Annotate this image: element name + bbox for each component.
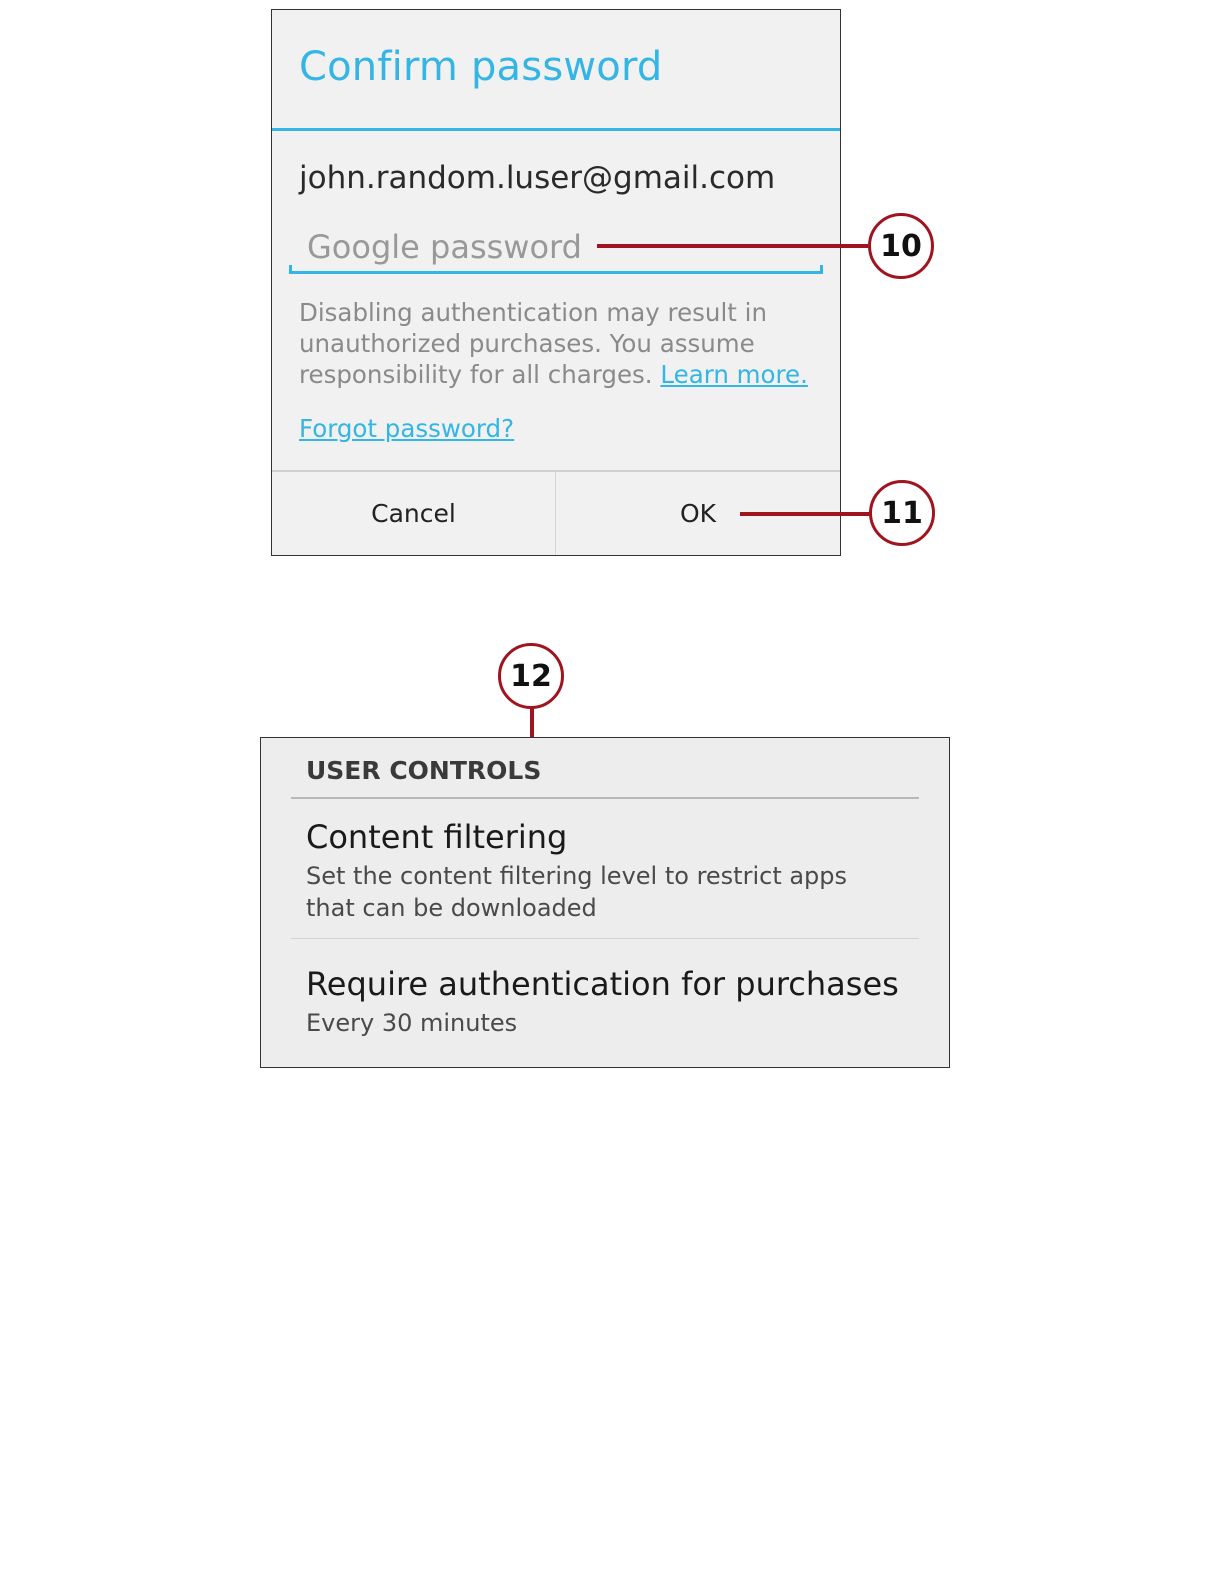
- warning-text: [299, 297, 819, 390]
- input-underline: [289, 271, 823, 274]
- input-underline-right-tick: [820, 265, 823, 274]
- input-underline-left-tick: [289, 265, 292, 274]
- title-divider: [272, 128, 840, 131]
- callout-10-leader: [597, 244, 869, 248]
- ok-button[interactable]: OK: [679, 499, 717, 528]
- callout-11-leader: [740, 512, 870, 516]
- learn-more-link[interactable]: Learn more.: [660, 360, 808, 389]
- setting-summary: Set the content filtering level to restrict apps that can be downloaded: [306, 862, 848, 922]
- callout-10: 10: [868, 213, 934, 279]
- confirm-password-dialog: [271, 9, 841, 556]
- user-controls-panel: [260, 737, 950, 1068]
- content-filtering-setting[interactable]: [306, 818, 916, 924]
- setting-title: Require authentication for purchases: [306, 965, 899, 1003]
- require-authentication-setting[interactable]: [306, 965, 916, 1039]
- password-placeholder: Google password: [307, 228, 582, 266]
- warning-message: Disabling authentication may result in unauthorized purchases. You assume responsibility for all charges.: [299, 298, 767, 389]
- setting-title: Content filtering: [306, 818, 568, 856]
- row-divider: [291, 938, 919, 939]
- cancel-button[interactable]: Cancel: [272, 472, 556, 555]
- section-header: USER CONTROLS: [306, 756, 542, 785]
- forgot-password-link[interactable]: Forgot password?: [299, 414, 515, 443]
- setting-summary: Every 30 minutes: [306, 1009, 518, 1037]
- password-input[interactable]: [289, 224, 823, 274]
- account-email: john.random.luser@gmail.com: [299, 160, 776, 196]
- header-divider: [291, 797, 919, 799]
- callout-11: 11: [869, 480, 935, 546]
- dialog-title: Confirm password: [299, 44, 663, 90]
- callout-12: 12: [498, 643, 564, 709]
